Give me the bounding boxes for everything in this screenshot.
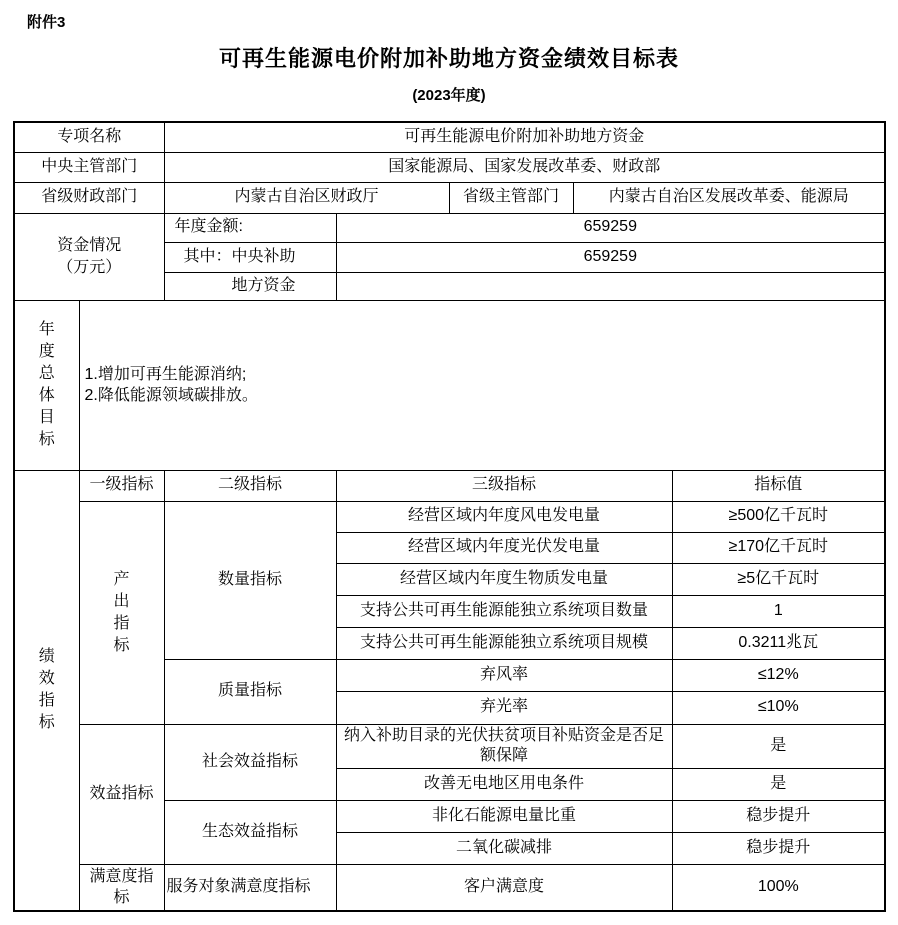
indicator-row bbox=[14, 865, 885, 911]
annual-amount-value: 659259 bbox=[336, 213, 885, 242]
level2-service-label: 服务对象满意度指标 bbox=[164, 865, 336, 911]
indicator-cell: 弃光率 bbox=[336, 691, 672, 724]
indicator-value-cell: 100% bbox=[672, 865, 885, 911]
annual-goal-label: 年度总体目标 bbox=[14, 300, 79, 470]
project-name-value: 可再生能源电价附加补助地方资金 bbox=[164, 122, 885, 152]
level2-quantity-label: 数量指标 bbox=[164, 501, 336, 659]
indicator-cell: 非化石能源电量比重 bbox=[336, 801, 672, 833]
indicator-value-cell: 1 bbox=[672, 595, 885, 627]
row-central-dept bbox=[14, 152, 885, 182]
level1-output-label: 产出指标 bbox=[79, 501, 164, 724]
prov-finance-label: 省级财政部门 bbox=[14, 182, 164, 213]
central-dept-label: 中央主管部门 bbox=[14, 152, 164, 182]
row-annual-goal bbox=[14, 300, 885, 470]
indicator-cell: 改善无电地区用电条件 bbox=[336, 769, 672, 801]
level2-social-label: 社会效益指标 bbox=[164, 724, 336, 801]
row-performance-header bbox=[14, 470, 885, 501]
indicator-value-cell: 是 bbox=[672, 769, 885, 801]
indicator-value-cell: 0.3211兆瓦 bbox=[672, 627, 885, 659]
central-dept-value: 国家能源局、国家发展改革委、财政部 bbox=[164, 152, 885, 182]
header-level3: 三级指标 bbox=[336, 470, 672, 501]
indicator-cell: 二氧化碳减排 bbox=[336, 833, 672, 865]
indicator-row bbox=[14, 501, 885, 532]
row-provincial-depts bbox=[14, 182, 885, 213]
indicator-cell: 经营区域内年度风电发电量 bbox=[336, 501, 672, 532]
indicator-value-cell: ≥170亿千瓦时 bbox=[672, 532, 885, 563]
annual-goal-line2: 2.降低能源领域碳排放。 bbox=[84, 387, 258, 404]
performance-label: 绩效指标 bbox=[14, 470, 79, 911]
funding-label bbox=[14, 213, 164, 300]
indicator-value-cell: 是 bbox=[672, 724, 885, 769]
local-funding-label: 地方资金 bbox=[164, 272, 336, 300]
level1-satisfaction-label: 满意度指标 bbox=[79, 865, 164, 911]
indicator-cell: 纳入补助目录的光伏扶贫项目补贴资金是否足额保障 bbox=[336, 724, 672, 769]
indicator-cell: 弃风率 bbox=[336, 659, 672, 691]
indicator-value-cell: ≥5亿千瓦时 bbox=[672, 563, 885, 595]
central-subsidy-label: 其中：中央补助 bbox=[164, 242, 336, 272]
performance-target-table bbox=[13, 121, 886, 912]
indicator-cell: 经营区域内年度光伏发电量 bbox=[336, 532, 672, 563]
project-name-label: 专项名称 bbox=[14, 122, 164, 152]
indicator-value-cell: ≥500亿千瓦时 bbox=[672, 501, 885, 532]
prov-dept-value: 内蒙古自治区发展改革委、能源局 bbox=[573, 182, 885, 213]
annual-goal-content bbox=[79, 300, 885, 470]
indicator-value-cell: ≤12% bbox=[672, 659, 885, 691]
indicator-value-cell: 稳步提升 bbox=[672, 801, 885, 833]
document-title: 可再生能源电价附加补助地方资金绩效目标表 bbox=[218, 46, 679, 71]
indicator-cell: 客户满意度 bbox=[336, 865, 672, 911]
indicator-row bbox=[14, 724, 885, 769]
header-level2: 二级指标 bbox=[164, 470, 336, 501]
level2-eco-label: 生态效益指标 bbox=[164, 801, 336, 865]
prov-finance-value: 内蒙古自治区财政厅 bbox=[164, 182, 449, 213]
indicator-cell: 支持公共可再生能源能独立系统项目规模 bbox=[336, 627, 672, 659]
local-funding-value bbox=[336, 272, 885, 300]
level2-quality-label: 质量指标 bbox=[164, 659, 336, 724]
central-subsidy-value: 659259 bbox=[336, 242, 885, 272]
document-subtitle: (2023年度) bbox=[412, 87, 486, 104]
row-project-name bbox=[14, 122, 885, 152]
indicator-cell: 经营区域内年度生物质发电量 bbox=[336, 563, 672, 595]
funding-label-line1: 资金情况 bbox=[57, 236, 122, 254]
level1-benefit-label: 效益指标 bbox=[79, 724, 164, 865]
row-funding-annual bbox=[14, 213, 885, 242]
attachment-label: 附件3 bbox=[27, 14, 66, 31]
annual-goal-line1: 1.增加可再生能源消纳; bbox=[84, 366, 247, 383]
funding-label-line2: （万元） bbox=[57, 258, 122, 276]
header-value: 指标值 bbox=[672, 470, 885, 501]
annual-amount-label: 年度金额: bbox=[164, 213, 336, 242]
header-level1: 一级指标 bbox=[79, 470, 164, 501]
prov-dept-label: 省级主管部门 bbox=[449, 182, 573, 213]
indicator-cell: 支持公共可再生能源能独立系统项目数量 bbox=[336, 595, 672, 627]
indicator-value-cell: ≤10% bbox=[672, 691, 885, 724]
indicator-value-cell: 稳步提升 bbox=[672, 833, 885, 865]
